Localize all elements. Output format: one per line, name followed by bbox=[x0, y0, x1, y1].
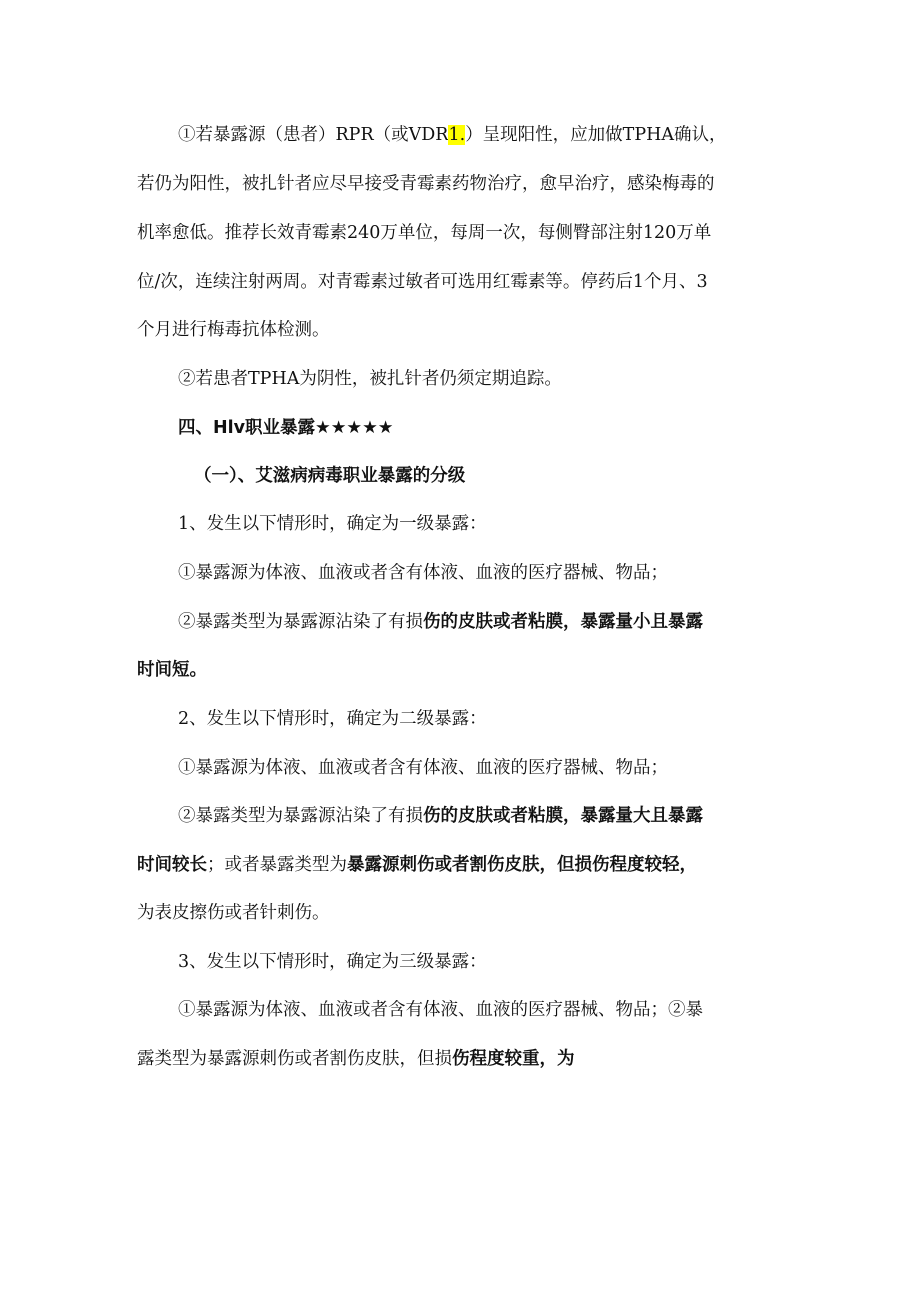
text-line bbox=[194, 464, 465, 488]
text-segment: RPR（或VDR bbox=[335, 125, 449, 145]
text-segment: ②暴露类型为暴露源沾染了有损 bbox=[178, 806, 423, 826]
text-segment: ②若患者TPHA为阴性，被扎针者仍须定期追踪。 bbox=[178, 369, 562, 389]
text-segment: 机率愈低。推荐长效青霉素240万单位，每周一次，每侧臀部注射120万单 bbox=[137, 223, 712, 243]
bold-text: 伤程度较重，为 bbox=[452, 1049, 575, 1069]
bold-text: 伤的皮肤或者粘膜，暴露量大且暴露 bbox=[423, 806, 703, 826]
text-segment: 位/次，连续注射两周。对青霉素过敏者可选用红霉素等。停药后1个月、3 bbox=[137, 272, 708, 292]
bold-text: （一）、艾滋病病毒职业暴露的分级 bbox=[194, 466, 466, 486]
text-line bbox=[137, 270, 708, 294]
bold-text: 时间较长 bbox=[137, 855, 207, 875]
text-line bbox=[178, 123, 727, 147]
text-segment: ；或者暴露类型为 bbox=[207, 855, 347, 875]
text-line bbox=[137, 172, 715, 196]
text-segment: 1、发生以下情形时，确定为一级暴露： bbox=[178, 514, 487, 534]
text-line bbox=[178, 998, 703, 1022]
text-segment: ②暴露类型为暴露源沾染了有损 bbox=[178, 612, 423, 632]
text-line bbox=[137, 221, 711, 245]
bold-text: 暴露源刺伤或者割伤皮肤，但损伤程度较轻， bbox=[347, 855, 697, 875]
text-segment: 若仍为阳性，被扎针者应尽早接受青霉素药物治疗，愈早治疗，感染梅毒的 bbox=[137, 174, 715, 194]
text-line bbox=[178, 756, 668, 780]
text-line bbox=[178, 561, 668, 585]
text-segment: ①暴露源为体液、血液或者含有体液、血液的医疗器械、物品； bbox=[178, 758, 668, 778]
highlighted-text: 1. bbox=[448, 125, 466, 145]
text-segment: ①暴露源为体液、血液或者含有体液、血液的医疗器械、物品；②暴 bbox=[178, 1000, 703, 1020]
text-line bbox=[178, 416, 394, 440]
text-line bbox=[178, 367, 562, 391]
text-line bbox=[178, 707, 487, 731]
text-line bbox=[137, 853, 697, 877]
text-segment: ）呈现阳性，应加做TPHA确认， bbox=[465, 125, 727, 145]
text-segment: 个月进行梅毒抗体检测。 bbox=[137, 320, 330, 340]
text-line bbox=[178, 950, 487, 974]
text-line bbox=[137, 318, 330, 342]
text-line bbox=[137, 901, 330, 925]
text-segment: 露类型为暴露源刺伤或者割伤皮肤，但损 bbox=[137, 1049, 452, 1069]
text-line bbox=[178, 512, 487, 536]
text-segment: ①若暴露源（患者） bbox=[178, 125, 336, 145]
text-segment: 3、发生以下情形时，确定为三级暴露： bbox=[178, 952, 487, 972]
bold-text: 四、Hlv职业暴露★★★★★ bbox=[178, 418, 394, 438]
text-line bbox=[178, 804, 703, 828]
text-line bbox=[137, 658, 207, 682]
text-line bbox=[178, 610, 703, 634]
text-segment: 为表皮擦伤或者针刺伤。 bbox=[137, 903, 330, 923]
text-segment: ①暴露源为体液、血液或者含有体液、血液的医疗器械、物品； bbox=[178, 563, 668, 583]
bold-text: 时间短。 bbox=[137, 660, 207, 680]
text-line bbox=[137, 1047, 575, 1071]
text-segment: 2、发生以下情形时，确定为二级暴露： bbox=[178, 709, 487, 729]
bold-text: 伤的皮肤或者粘膜，暴露量小且暴露 bbox=[423, 612, 703, 632]
